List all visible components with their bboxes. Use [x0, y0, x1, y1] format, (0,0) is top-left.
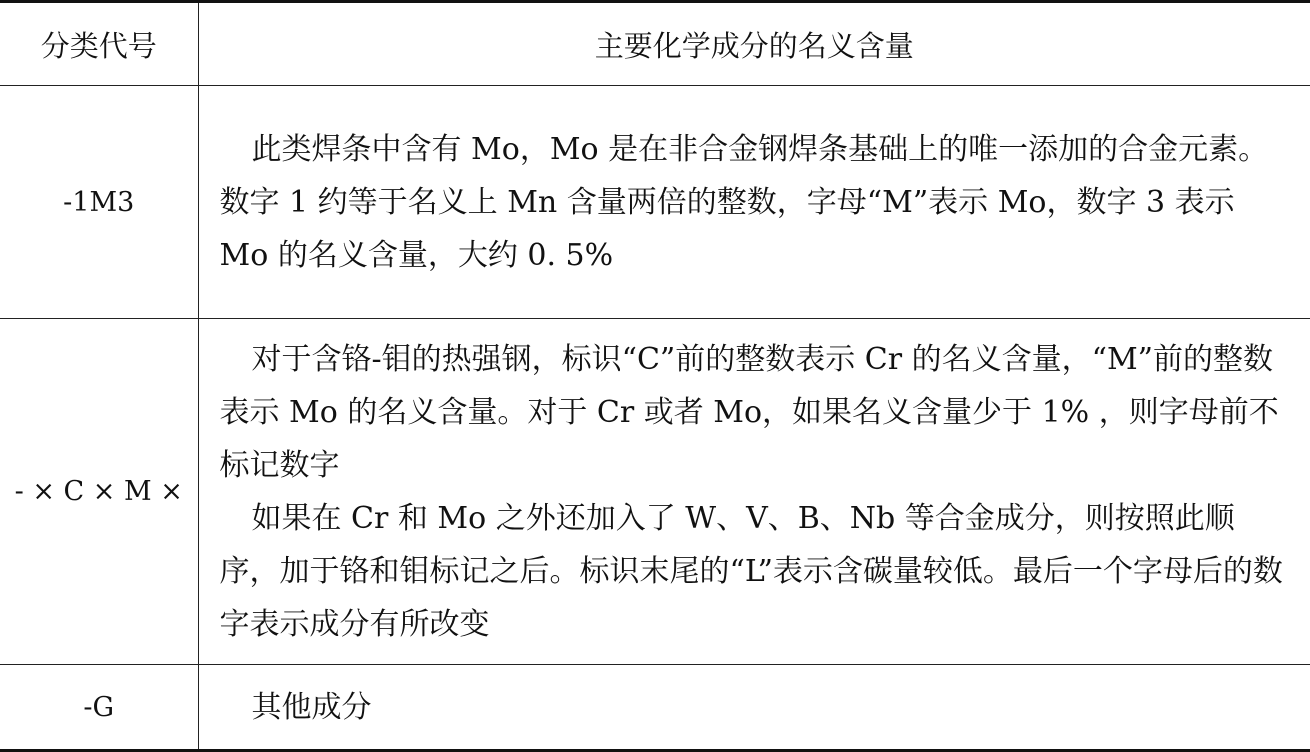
description-paragraph: 对于含铬-钼的热强钢，标识“C”前的整数表示 Cr 的名义含量，“M”前的整数表示 Mo 的名义含量。对于 Cr 或者 Mo，如果名义含量少于 1% ，则字母前不标记数字 [219, 341, 1279, 483]
description-paragraph: 如果在 Cr 和 Mo 之外还加入了 W、V、B、Nb 等合金成分，则按照此顺序，加于铬和钼标记之后。标识末尾的“L”表示含碳量较低。最后一个字母后的数字表示成分有所改变 [219, 500, 1283, 642]
row-code: -1M3 [0, 86, 198, 319]
table-header-row [0, 2, 1310, 86]
row-code: -G [0, 665, 198, 751]
description-paragraph: 其他成分 [251, 689, 372, 725]
table-row [0, 86, 1310, 319]
row-description [198, 319, 1310, 665]
description-paragraph: 此类焊条中含有 Mo，Mo 是在非合金钢焊条基础上的唯一添加的合金元素。数字 1 约等于名义上 Mn 含量两倍的整数，字母“M”表示 Mo，数字 3 表示 Mo 的名义含量，大约 0. 5% [219, 131, 1269, 273]
table-row [0, 665, 1310, 751]
row-description [198, 86, 1310, 319]
row-description [198, 665, 1310, 751]
row-code: - × C × M × [0, 319, 198, 665]
table-row [0, 319, 1310, 665]
header-content: 主要化学成分的名义含量 [198, 2, 1310, 86]
header-code: 分类代号 [0, 2, 198, 86]
